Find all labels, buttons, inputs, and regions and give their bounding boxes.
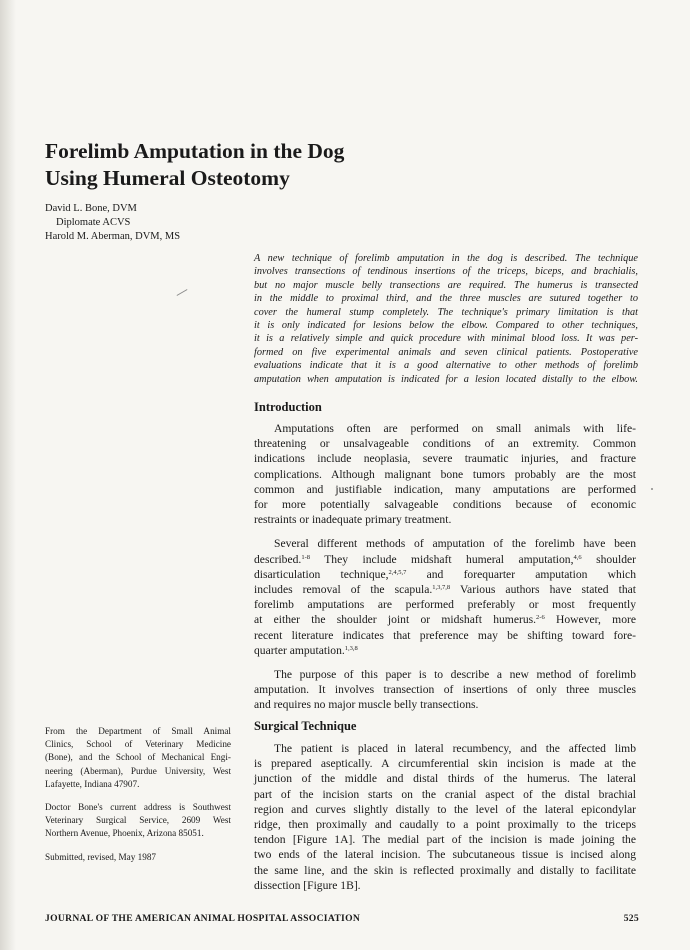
text-line: The patient is placed in lateral recumbency, and the affected limb xyxy=(274,742,636,755)
journal-name: JOURNAL OF THE AMERICAN ANIMAL HOSPITAL ASSOCIATION xyxy=(45,913,361,924)
text-run: quarter amputation. xyxy=(254,643,345,657)
page-footer xyxy=(45,913,639,924)
paragraph xyxy=(254,667,636,713)
text-line: ridge, then proximally and caudally to a point proximally to the triceps xyxy=(254,818,636,832)
introduction-heading: Introduction xyxy=(254,400,322,414)
author-credential: Diplomate ACVS xyxy=(56,217,131,228)
text-line: amputation. It involves transection of insertions of only three muscles xyxy=(254,683,636,697)
text-run: However, more xyxy=(544,613,637,627)
text-run: shoulder xyxy=(581,552,636,566)
text-line: part of the incision starts on the cranial aspect of the distal brachial xyxy=(254,787,636,801)
author-block xyxy=(45,202,285,244)
author-name: Harold M. Aberman, DVM, MS xyxy=(45,231,181,242)
text-line xyxy=(254,643,636,658)
introduction-body xyxy=(254,421,636,722)
text-run: They include midshaft humeral amputation, xyxy=(310,552,574,566)
text-line: for more potentially salvageable conditions because of economic xyxy=(254,498,636,512)
text-line: junction of the middle and distal thirds of the humerus. The lateral xyxy=(254,772,636,786)
abstract-line: A new technique of forelimb amputation in the dog is described. The technique xyxy=(254,253,638,264)
article-title xyxy=(45,138,465,192)
text-run: described. xyxy=(254,552,302,566)
abstract-line: but no major muscle belly transections are required. The humerus is transected xyxy=(254,279,638,291)
affiliation-footnote xyxy=(45,725,231,874)
submission-date: Submitted, revised, May 1987 xyxy=(45,851,157,862)
text-line xyxy=(254,567,636,582)
abstract-line: evaluations indicate that it is a good alternative to other methods of forelimb xyxy=(254,360,638,372)
abstract xyxy=(254,252,638,386)
citation: 4,6 xyxy=(573,553,582,561)
footnote-line: (Bone), and the School of Mechanical Engi- xyxy=(45,752,231,763)
paragraph xyxy=(254,421,636,527)
footnote-line: Doctor Bone's current address is Southwest xyxy=(45,802,231,813)
stray-mark xyxy=(177,289,188,296)
surgical-technique-body xyxy=(254,741,636,902)
page-number: 525 xyxy=(623,913,639,924)
footnote-line: Lafayette, Indiana 47907. xyxy=(45,778,140,789)
text-line: region and curves slightly distally to the level of the lateral epicondylar xyxy=(254,802,636,816)
text-line xyxy=(254,582,636,597)
text-line: indications include neoplasia, severe traumatic injuries, and fracture xyxy=(254,452,636,466)
surgical-technique-heading: Surgical Technique xyxy=(254,719,357,733)
citation: 2,4,5,7 xyxy=(388,568,407,576)
title-line-2: Using Humeral Osteotomy xyxy=(45,166,290,190)
text-line: is prepared aseptically. A circumferential skin incision is made at the xyxy=(254,757,636,771)
text-line: Amputations often are performed on small animals with life- xyxy=(274,422,636,435)
abstract-line: cover the humeral stump completely. The technique's primary limitation is that xyxy=(254,306,638,318)
text-run: and forequarter amputation which xyxy=(406,567,636,581)
text-line: two ends of the lateral incision. The subcutaneous tissue is incised along xyxy=(254,848,636,862)
text-line: The purpose of this paper is to describe a new method of forelimb xyxy=(274,668,636,682)
abstract-line: formed on five experimental animals and seven clinical patients. Postoperative xyxy=(254,346,638,358)
paragraph xyxy=(254,741,636,893)
paragraph xyxy=(254,536,636,658)
abstract-line: amputation when amputation is indicated for a lesion located distally to the elbow. xyxy=(254,373,638,385)
text-line xyxy=(254,612,636,627)
text-line: recent literature indicates that preference may be shifting toward fore- xyxy=(254,628,636,642)
citation: 1-8 xyxy=(301,553,310,561)
citation: 2-6 xyxy=(536,614,545,622)
footnote-line: Veterinary Surgical Service, 2609 West xyxy=(45,815,231,826)
binding-shadow xyxy=(0,0,16,950)
abstract-line: involves transections of tendinous insertions of the triceps, biceps, and brachialis, xyxy=(254,266,638,278)
stray-speck xyxy=(651,488,653,490)
text-run: at either the shoulder joint or midshaft humerus. xyxy=(254,613,537,627)
text-line: forelimb amputations are performed preferably or most frequently xyxy=(254,598,636,612)
text-line xyxy=(254,552,636,567)
text-line: the same line, and the skin is reflected proximally and distally to facilitate xyxy=(254,863,636,877)
abstract-line: it is only indicated for lesions below the elbow. Compared to other techniques, xyxy=(254,320,638,332)
text-line: dissection [Figure 1B]. xyxy=(254,878,361,892)
text-line: common and justifiable indication, many amputations are performed xyxy=(254,482,636,496)
author-name: David L. Bone, DVM xyxy=(45,203,137,214)
abstract-line: in the middle to proximal third, and the three muscles are sutured together to xyxy=(254,293,638,305)
footnote-line: Clinics, School of Veterinary Medicine xyxy=(45,739,231,750)
footnote-line: neering (Aberman), Purdue University, West xyxy=(45,765,231,776)
text-run: includes removal of the scapula. xyxy=(254,583,433,597)
text-line: Several different methods of amputation of the forelimb have been xyxy=(274,537,636,551)
text-line: restraints or inadequate primary treatment. xyxy=(254,513,452,527)
text-line: threatening or unsalvageable conditions of an extremity. Common xyxy=(254,437,636,451)
address-paragraph xyxy=(45,801,231,841)
title-line-1: Forelimb Amputation in the Dog xyxy=(45,139,345,163)
affiliation-paragraph xyxy=(45,725,231,791)
text-run: disarticulation technique, xyxy=(254,567,389,581)
text-line: complications. Although malignant bone tumors probably are the most xyxy=(254,467,636,481)
citation: 1,3,7,8 xyxy=(432,584,451,592)
text-line: and requires no major muscle belly transections. xyxy=(254,698,479,712)
text-line: tendon [Figure 1A]. The medial part of the incision is made joining the xyxy=(254,833,636,847)
abstract-line: it is a relatively simple and quick procedure with minimal blood loss. It was per- xyxy=(254,333,638,345)
citation: 1,3,8 xyxy=(344,644,358,652)
text-run: Various authors have stated that xyxy=(450,583,636,597)
footnote-line: From the Department of Small Animal xyxy=(45,726,231,736)
footnote-line: Northern Avenue, Phoenix, Arizona 85051. xyxy=(45,828,204,839)
